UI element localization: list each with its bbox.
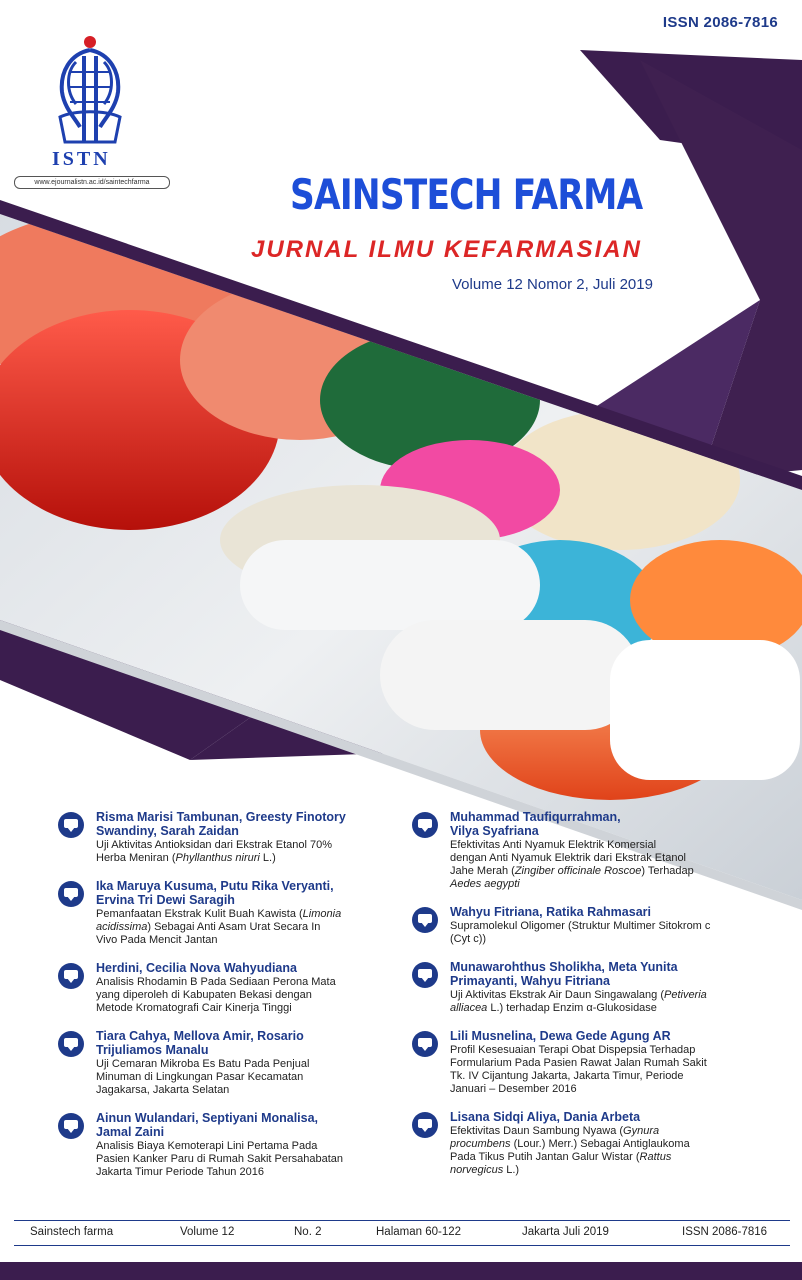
entry-authors: Risma Marisi Tambunan, Greesty Finotory Swandiny, Sarah Zaidan [96, 810, 346, 838]
cover-footer [14, 1220, 790, 1246]
volume-info: Volume 12 Nomor 2, Juli 2019 [452, 276, 653, 293]
comment-icon [412, 1031, 438, 1057]
istn-emblem [60, 36, 120, 142]
toc-entry[interactable] [58, 810, 393, 865]
toc-entry[interactable] [412, 1110, 762, 1177]
entry-authors: Ainun Wulandari, Septiyani Monalisa, Jamal Zaini [96, 1111, 319, 1139]
toc-entry[interactable] [58, 1029, 393, 1097]
entry-title: Uji Aktivitas Antioksidan dari Ekstrak Etanol 70% Herba Meniran (Phyllanthus niruri L.) [96, 839, 333, 864]
toc-entry[interactable] [412, 960, 762, 1015]
footer-issn: ISSN 2086-7816 [682, 1226, 768, 1238]
entry-authors: Lisana Sidqi Aliya, Dania Arbeta [450, 1110, 641, 1124]
comment-icon [412, 962, 438, 988]
entry-authors: Munawarohthus Sholikha, Meta Yunita Primayanti, Wahyu Fitriana [450, 960, 678, 988]
comment-icon [58, 812, 84, 838]
entry-title: Uji Cemaran Mikroba Es Batu Pada Penjual Minuman di Lingkungan Pasar Kecamatan Jagakarsa, Jakarta Selatan [96, 1058, 310, 1096]
toc-entry[interactable] [412, 1029, 762, 1096]
journal-subtitle: JURNAL ILMU KEFARMASIAN [251, 236, 642, 263]
logo-text: ISTN [52, 148, 111, 170]
entry-authors: Lili Musnelina, Dewa Gede Agung AR [450, 1029, 671, 1043]
comment-icon [58, 1031, 84, 1057]
journal-url[interactable]: www.ejournalistn.ac.id/saintechfarma [14, 176, 170, 189]
bottom-bar [0, 1262, 802, 1280]
footer-volume: Volume 12 [180, 1226, 235, 1238]
toc-entry[interactable] [58, 961, 393, 1015]
comment-icon [412, 1112, 438, 1138]
footer-pages: Halaman 60-122 [376, 1226, 462, 1238]
entry-authors: Muhammad Taufiqurrahman, Vilya Syafriana [450, 810, 621, 838]
footer-journal: Sainstech farma [30, 1226, 114, 1238]
entry-title: Supramolekul Oligomer (Struktur Multimer Sitokrom c (Cyt c)) [450, 920, 711, 945]
entry-title: Efektivitas Anti Nyamuk Elektrik Komersial dengan Anti Nyamuk Elektrik dari Ekstrak Etanol Jahe Merah (Zingiber officinale Roscoe) Terhadap Aedes aegypti [450, 839, 694, 890]
entry-title: Profil Kesesuaian Terapi Obat Dispepsia Terhadap Formularium Pada Pasien Rawat Jalan Rumah Sakit Tk. IV Cijantung Jakarta, Jakarta Timur, Periode Januari – Desember 2016 [450, 1044, 707, 1095]
entry-authors: Tiara Cahya, Mellova Amir, Rosario Trijuliamos Manalu [96, 1029, 304, 1057]
comment-icon [412, 812, 438, 838]
footer-number: No. 2 [294, 1226, 322, 1238]
issn-header: ISSN 2086-7816 [662, 14, 778, 31]
footer-place-date: Jakarta Juli 2019 [522, 1226, 609, 1238]
journal-title: SAINSTECH FARMA [290, 170, 643, 219]
entry-authors: Ika Maruya Kusuma, Putu Rika Veryanti, Ervina Tri Dewi Saragih [96, 879, 334, 907]
entry-title: Efektivitas Daun Sambung Nyawa (Gynura procumbens (Lour.) Merr.) Sebagai Antiglaukoma Pada Tikus Putih Jantan Galur Wistar (Rattus norvegicus L.) [450, 1125, 690, 1176]
toc-entry[interactable] [58, 879, 393, 947]
entry-authors: Herdini, Cecilia Nova Wahyudiana [96, 961, 297, 975]
comment-icon [412, 907, 438, 933]
entry-title: Uji Aktivitas Ekstrak Air Daun Singawalang (Petiveria alliacea L.) terhadap Enzim α-Glukosidase [450, 989, 707, 1014]
entry-title: Analisis Biaya Kemoterapi Lini Pertama Pada Pasien Kanker Paru di Rumah Sakit Persahabatan Jakarta Timur Periode Tahun 2016 [96, 1140, 344, 1178]
entry-authors: Wahyu Fitriana, Ratika Rahmasari [450, 905, 651, 919]
toc-entry[interactable] [412, 810, 762, 891]
toc-entry[interactable] [58, 1111, 393, 1179]
toc-left-column [58, 810, 393, 1193]
comment-icon [58, 881, 84, 907]
entry-title: Pemanfaatan Ekstrak Kulit Buah Kawista (Limonia acidissima) Sebagai Anti Asam Urat Secara In Vivo Pada Mencit Jantan [96, 908, 342, 946]
entry-title: Analisis Rhodamin B Pada Sediaan Perona Mata yang diperoleh di Kabupaten Bekasi dengan Metode Kromatografi Cair Kinerja Tinggi [96, 976, 336, 1014]
toc-entry[interactable] [412, 905, 762, 946]
toc-right-column [412, 810, 762, 1191]
comment-icon [58, 1113, 84, 1139]
comment-icon [58, 963, 84, 989]
